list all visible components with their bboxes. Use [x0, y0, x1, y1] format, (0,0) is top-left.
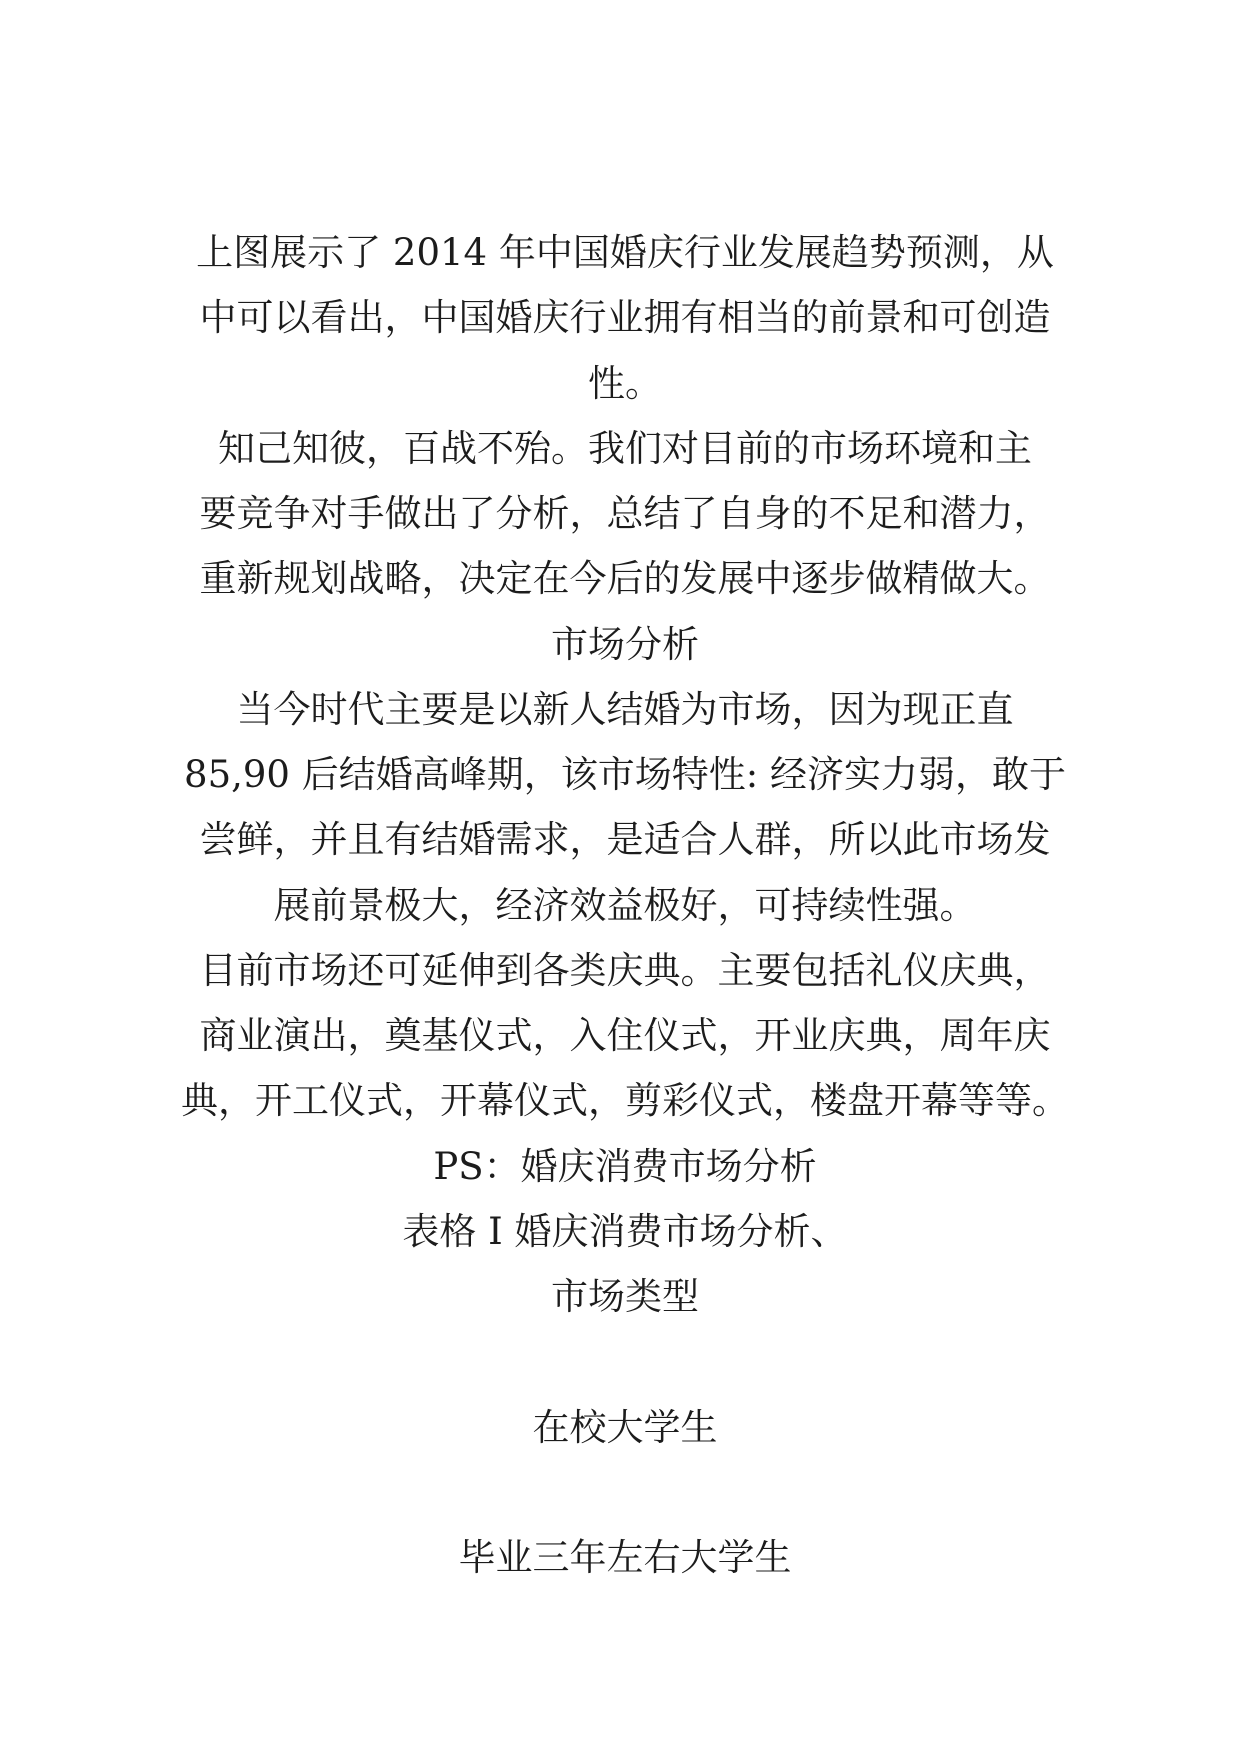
intro-paragraph — [150, 220, 1100, 416]
table-row: 毕业三年左右大学生 — [458, 1536, 792, 1579]
text-line: 上图展示了 2014 年中国婚庆行业发展趋势预测，从 — [196, 231, 1054, 274]
text-line: 性。 — [588, 361, 662, 405]
ps-caption: PS：婚庆消费市场分析 — [433, 1144, 817, 1188]
strategy-paragraph — [150, 416, 1100, 612]
text-line: 重新规划战略，决定在今后的发展中逐步做精做大。 — [199, 557, 1051, 601]
text-line: 典，开工仪式，开幕仪式，剪彩仪式，楼盘开幕等等。 — [181, 1079, 1069, 1123]
market-analysis-heading: 市场分析 — [551, 622, 699, 666]
blank-line — [150, 1460, 1100, 1525]
extension-paragraph — [150, 938, 1100, 1134]
text-line: 要竞争对手做出了分析，总结了自身的不足和潜力， — [199, 492, 1051, 535]
document-body — [150, 220, 1100, 1590]
table-header: 市场类型 — [551, 1275, 699, 1318]
text-line: 展前景极大，经济效益极好，可持续性强。 — [273, 883, 977, 927]
table-row: 在校大学生 — [532, 1405, 718, 1449]
blank-line — [150, 1329, 1100, 1394]
text-line: 85,90 后结婚高峰期，该市场特性: 经济实力弱，敢于 — [184, 753, 1066, 796]
text-line: 商业演出，奠基仪式，入住仪式，开业庆典，周年庆 — [199, 1014, 1051, 1057]
table-caption: 表格 I 婚庆消费市场分析、 — [402, 1209, 848, 1253]
text-line: 知己知彼，百战不殆。我们对目前的市场环境和主 — [218, 426, 1032, 470]
text-line: 中可以看出，中国婚庆行业拥有相当的前景和可创造 — [199, 296, 1051, 340]
text-line: 尝鲜，并且有结婚需求，是适合人群，所以此市场发 — [199, 818, 1051, 862]
text-line: 目前市场还可延伸到各类庆典。主要包括礼仪庆典， — [199, 948, 1051, 992]
text-line: 当今时代主要是以新人结婚为市场，因为现正直 — [236, 687, 1014, 731]
market-paragraph — [150, 677, 1100, 938]
